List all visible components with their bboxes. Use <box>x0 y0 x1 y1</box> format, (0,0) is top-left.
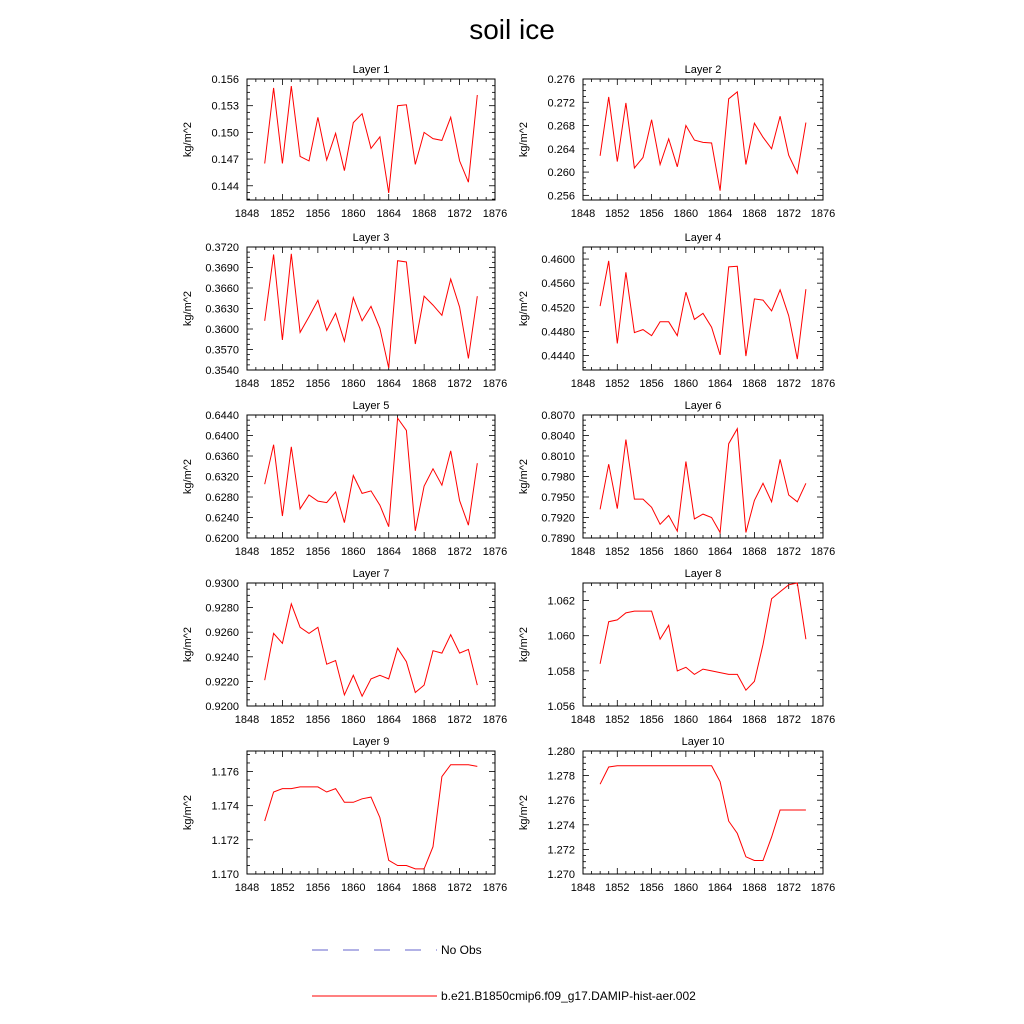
x-tick-label: 1856 <box>305 546 331 558</box>
series-line <box>265 86 478 193</box>
panel-layer-3 <box>182 232 507 390</box>
y-tick-label: 1.060 <box>547 630 575 643</box>
x-tick-label: 1856 <box>639 714 664 726</box>
x-tick-label: 1868 <box>411 882 437 894</box>
x-tick-label: 1876 <box>810 378 836 390</box>
y-tick-label: 0.4440 <box>541 350 575 363</box>
x-tick-label: 1864 <box>707 208 733 220</box>
x-tick-label: 1860 <box>673 546 699 558</box>
panel-layer-2 <box>518 64 835 220</box>
y-tick-label: 0.7980 <box>541 471 575 484</box>
y-axis-label: kg/m^2 <box>518 121 530 158</box>
x-tick-label: 1864 <box>376 378 401 390</box>
y-tick-label: 0.4560 <box>541 278 575 291</box>
x-tick-label: 1860 <box>673 714 699 726</box>
plot-frame <box>247 247 495 370</box>
x-tick-label: 1856 <box>305 378 331 390</box>
panel-layer-6 <box>518 400 835 558</box>
plot-frame <box>247 79 495 200</box>
y-tick-label: 0.6400 <box>205 430 239 443</box>
y-tick-label: 0.6360 <box>205 451 239 463</box>
y-tick-label: 0.6240 <box>205 512 239 525</box>
y-tick-label: 0.256 <box>547 190 575 203</box>
y-tick-label: 0.156 <box>211 74 239 86</box>
y-tick-label: 0.4600 <box>541 254 575 267</box>
x-tick-label: 1856 <box>639 378 664 390</box>
y-tick-label: 1.172 <box>211 834 239 847</box>
panel-title: Layer 4 <box>684 232 722 244</box>
x-tick-label: 1872 <box>447 714 472 726</box>
series-line <box>600 766 806 861</box>
y-tick-label: 1.058 <box>547 665 575 678</box>
x-tick-label: 1872 <box>776 378 801 390</box>
panel-title: Layer 1 <box>352 64 390 76</box>
panel-title: Layer 6 <box>684 400 722 412</box>
y-tick-label: 0.3600 <box>205 324 239 336</box>
x-tick-label: 1864 <box>707 546 733 558</box>
x-tick-label: 1868 <box>411 208 437 220</box>
panel-title: Layer 8 <box>684 568 722 580</box>
series-line <box>600 583 806 690</box>
x-tick-label: 1860 <box>673 208 699 220</box>
legend-label-model: b.e21.B1850cmip6.f09_g17.DAMIP-hist-aer.002 <box>441 989 696 1003</box>
panel-layer-1 <box>182 64 507 220</box>
x-tick-label: 1856 <box>305 714 331 726</box>
x-tick-label: 1872 <box>776 546 801 558</box>
plot-frame <box>247 583 495 706</box>
x-tick-label: 1868 <box>411 378 437 390</box>
x-tick-label: 1872 <box>447 378 472 390</box>
x-tick-label: 1848 <box>234 714 260 726</box>
plot-frame <box>247 415 495 538</box>
y-axis-label: kg/m^2 <box>518 458 530 495</box>
y-tick-label: 0.7890 <box>541 533 575 545</box>
y-tick-label: 1.062 <box>547 595 575 608</box>
x-tick-label: 1860 <box>341 208 366 220</box>
y-tick-label: 0.7920 <box>541 512 575 525</box>
y-tick-label: 0.276 <box>547 74 575 86</box>
y-tick-label: 0.3630 <box>205 303 239 316</box>
x-tick-label: 1868 <box>742 208 767 220</box>
y-tick-label: 0.9300 <box>205 578 239 590</box>
x-tick-label: 1864 <box>707 882 733 894</box>
y-tick-label: 1.280 <box>547 746 575 758</box>
y-tick-label: 0.6440 <box>205 410 239 422</box>
x-tick-label: 1860 <box>341 546 366 558</box>
x-tick-label: 1856 <box>305 208 331 220</box>
y-tick-label: 0.9280 <box>205 602 239 615</box>
x-tick-label: 1852 <box>270 378 295 390</box>
y-tick-label: 0.9220 <box>205 676 239 689</box>
x-tick-label: 1864 <box>376 714 401 726</box>
y-axis-label: kg/m^2 <box>518 794 530 831</box>
x-tick-label: 1876 <box>810 546 836 558</box>
panel-layer-9 <box>182 736 507 894</box>
y-tick-label: 0.3720 <box>205 242 239 254</box>
x-tick-label: 1872 <box>776 882 801 894</box>
y-tick-label: 0.3540 <box>205 365 239 377</box>
y-tick-label: 0.8010 <box>541 451 575 463</box>
x-tick-label: 1868 <box>742 546 767 558</box>
x-tick-label: 1876 <box>482 546 508 558</box>
y-tick-label: 1.276 <box>547 795 575 808</box>
x-tick-label: 1848 <box>570 208 596 220</box>
y-tick-label: 1.170 <box>211 869 239 881</box>
y-tick-label: 1.270 <box>547 869 575 881</box>
x-tick-label: 1876 <box>482 378 508 390</box>
x-tick-label: 1876 <box>482 714 508 726</box>
series-line <box>600 429 806 533</box>
panel-layer-5 <box>182 400 507 558</box>
y-tick-label: 1.174 <box>211 800 239 813</box>
x-tick-label: 1848 <box>570 378 596 390</box>
plot-frame <box>583 247 823 370</box>
x-tick-label: 1852 <box>270 714 295 726</box>
y-axis-label: kg/m^2 <box>518 290 530 327</box>
x-tick-label: 1868 <box>742 714 767 726</box>
x-tick-label: 1876 <box>810 208 836 220</box>
x-tick-label: 1872 <box>447 208 472 220</box>
y-tick-label: 1.278 <box>547 770 575 783</box>
y-tick-label: 0.8070 <box>541 410 575 422</box>
x-tick-label: 1848 <box>234 882 260 894</box>
x-tick-label: 1872 <box>447 546 472 558</box>
x-tick-label: 1852 <box>270 882 295 894</box>
x-tick-label: 1852 <box>270 208 295 220</box>
x-tick-label: 1848 <box>570 546 596 558</box>
panel-title: Layer 10 <box>681 736 725 748</box>
plot-frame <box>247 751 495 874</box>
x-tick-label: 1864 <box>707 714 733 726</box>
x-tick-label: 1856 <box>639 546 664 558</box>
x-tick-label: 1852 <box>605 882 630 894</box>
y-tick-label: 0.7950 <box>541 492 575 504</box>
y-tick-label: 1.056 <box>547 701 575 713</box>
x-tick-label: 1876 <box>810 714 836 726</box>
panel-layer-10 <box>518 736 835 894</box>
y-tick-label: 1.274 <box>547 819 575 832</box>
panel-title: Layer 2 <box>684 64 722 76</box>
y-axis-label: kg/m^2 <box>182 458 194 495</box>
x-tick-label: 1856 <box>639 882 664 894</box>
x-tick-label: 1876 <box>810 882 836 894</box>
panel-title: Layer 5 <box>352 400 390 412</box>
x-tick-label: 1864 <box>376 208 401 220</box>
y-tick-label: 0.264 <box>547 143 575 156</box>
panel-layer-7 <box>182 568 507 726</box>
y-tick-label: 0.4480 <box>541 326 575 339</box>
y-tick-label: 0.144 <box>211 180 239 193</box>
x-tick-label: 1860 <box>341 882 366 894</box>
y-tick-label: 0.3660 <box>205 283 239 295</box>
y-axis-label: kg/m^2 <box>182 626 194 663</box>
panel-layer-4 <box>518 232 835 390</box>
y-tick-label: 0.260 <box>547 167 575 180</box>
x-tick-label: 1868 <box>742 882 767 894</box>
y-axis-label: kg/m^2 <box>182 794 194 831</box>
plot-frame <box>583 583 823 706</box>
x-tick-label: 1864 <box>376 882 401 894</box>
series-line <box>600 92 806 191</box>
x-tick-label: 1868 <box>411 714 437 726</box>
plot-frame <box>583 751 823 874</box>
x-tick-label: 1872 <box>776 714 801 726</box>
y-tick-label: 0.153 <box>211 100 239 113</box>
y-tick-label: 1.176 <box>211 766 239 779</box>
series-line <box>600 261 806 359</box>
x-tick-label: 1860 <box>341 378 366 390</box>
x-tick-label: 1872 <box>447 882 472 894</box>
y-axis-label: kg/m^2 <box>182 121 194 158</box>
x-tick-label: 1848 <box>234 546 260 558</box>
legend-label-no-obs: No Obs <box>441 943 482 957</box>
y-tick-label: 0.3690 <box>205 262 239 275</box>
x-tick-label: 1860 <box>341 714 366 726</box>
x-tick-label: 1848 <box>234 208 260 220</box>
x-tick-label: 1872 <box>776 208 801 220</box>
y-tick-label: 0.9240 <box>205 651 239 664</box>
y-axis-label: kg/m^2 <box>518 626 530 663</box>
y-axis-label: kg/m^2 <box>182 290 194 327</box>
series-line <box>265 765 478 869</box>
panel-title: Layer 9 <box>352 736 390 748</box>
x-tick-label: 1848 <box>570 882 596 894</box>
x-tick-label: 1856 <box>639 208 664 220</box>
x-tick-label: 1864 <box>376 546 401 558</box>
x-tick-label: 1860 <box>673 882 699 894</box>
series-line <box>265 254 478 368</box>
x-tick-label: 1852 <box>605 546 630 558</box>
y-tick-label: 0.6200 <box>205 533 239 545</box>
panel-layer-8 <box>518 568 835 726</box>
y-tick-label: 1.272 <box>547 844 575 857</box>
x-tick-label: 1868 <box>742 378 767 390</box>
x-tick-label: 1876 <box>482 208 508 220</box>
y-tick-label: 0.6280 <box>205 492 239 504</box>
y-tick-label: 0.150 <box>211 127 239 140</box>
y-tick-label: 0.8040 <box>541 430 575 443</box>
y-tick-label: 0.4520 <box>541 302 575 315</box>
y-tick-label: 0.9260 <box>205 627 239 640</box>
x-tick-label: 1852 <box>605 208 630 220</box>
y-tick-label: 0.272 <box>547 97 575 110</box>
x-tick-label: 1848 <box>234 378 260 390</box>
y-tick-label: 0.147 <box>211 154 239 167</box>
chart-main-title: soil ice <box>469 14 555 45</box>
panel-title: Layer 7 <box>352 568 390 580</box>
series-line <box>265 418 478 531</box>
y-tick-label: 0.3570 <box>205 344 239 357</box>
x-tick-label: 1852 <box>605 714 630 726</box>
x-tick-label: 1860 <box>673 378 699 390</box>
legend <box>312 943 696 1003</box>
x-tick-label: 1864 <box>707 378 733 390</box>
plot-frame <box>583 415 823 538</box>
y-tick-label: 0.9200 <box>205 701 239 713</box>
y-tick-label: 0.6320 <box>205 471 239 484</box>
x-tick-label: 1848 <box>570 714 596 726</box>
x-tick-label: 1868 <box>411 546 437 558</box>
x-tick-label: 1852 <box>270 546 295 558</box>
x-tick-label: 1876 <box>482 882 508 894</box>
x-tick-label: 1856 <box>305 882 331 894</box>
x-tick-label: 1852 <box>605 378 630 390</box>
panel-title: Layer 3 <box>352 232 390 244</box>
series-line <box>265 604 478 696</box>
plot-frame <box>583 79 823 200</box>
y-tick-label: 0.268 <box>547 120 575 133</box>
